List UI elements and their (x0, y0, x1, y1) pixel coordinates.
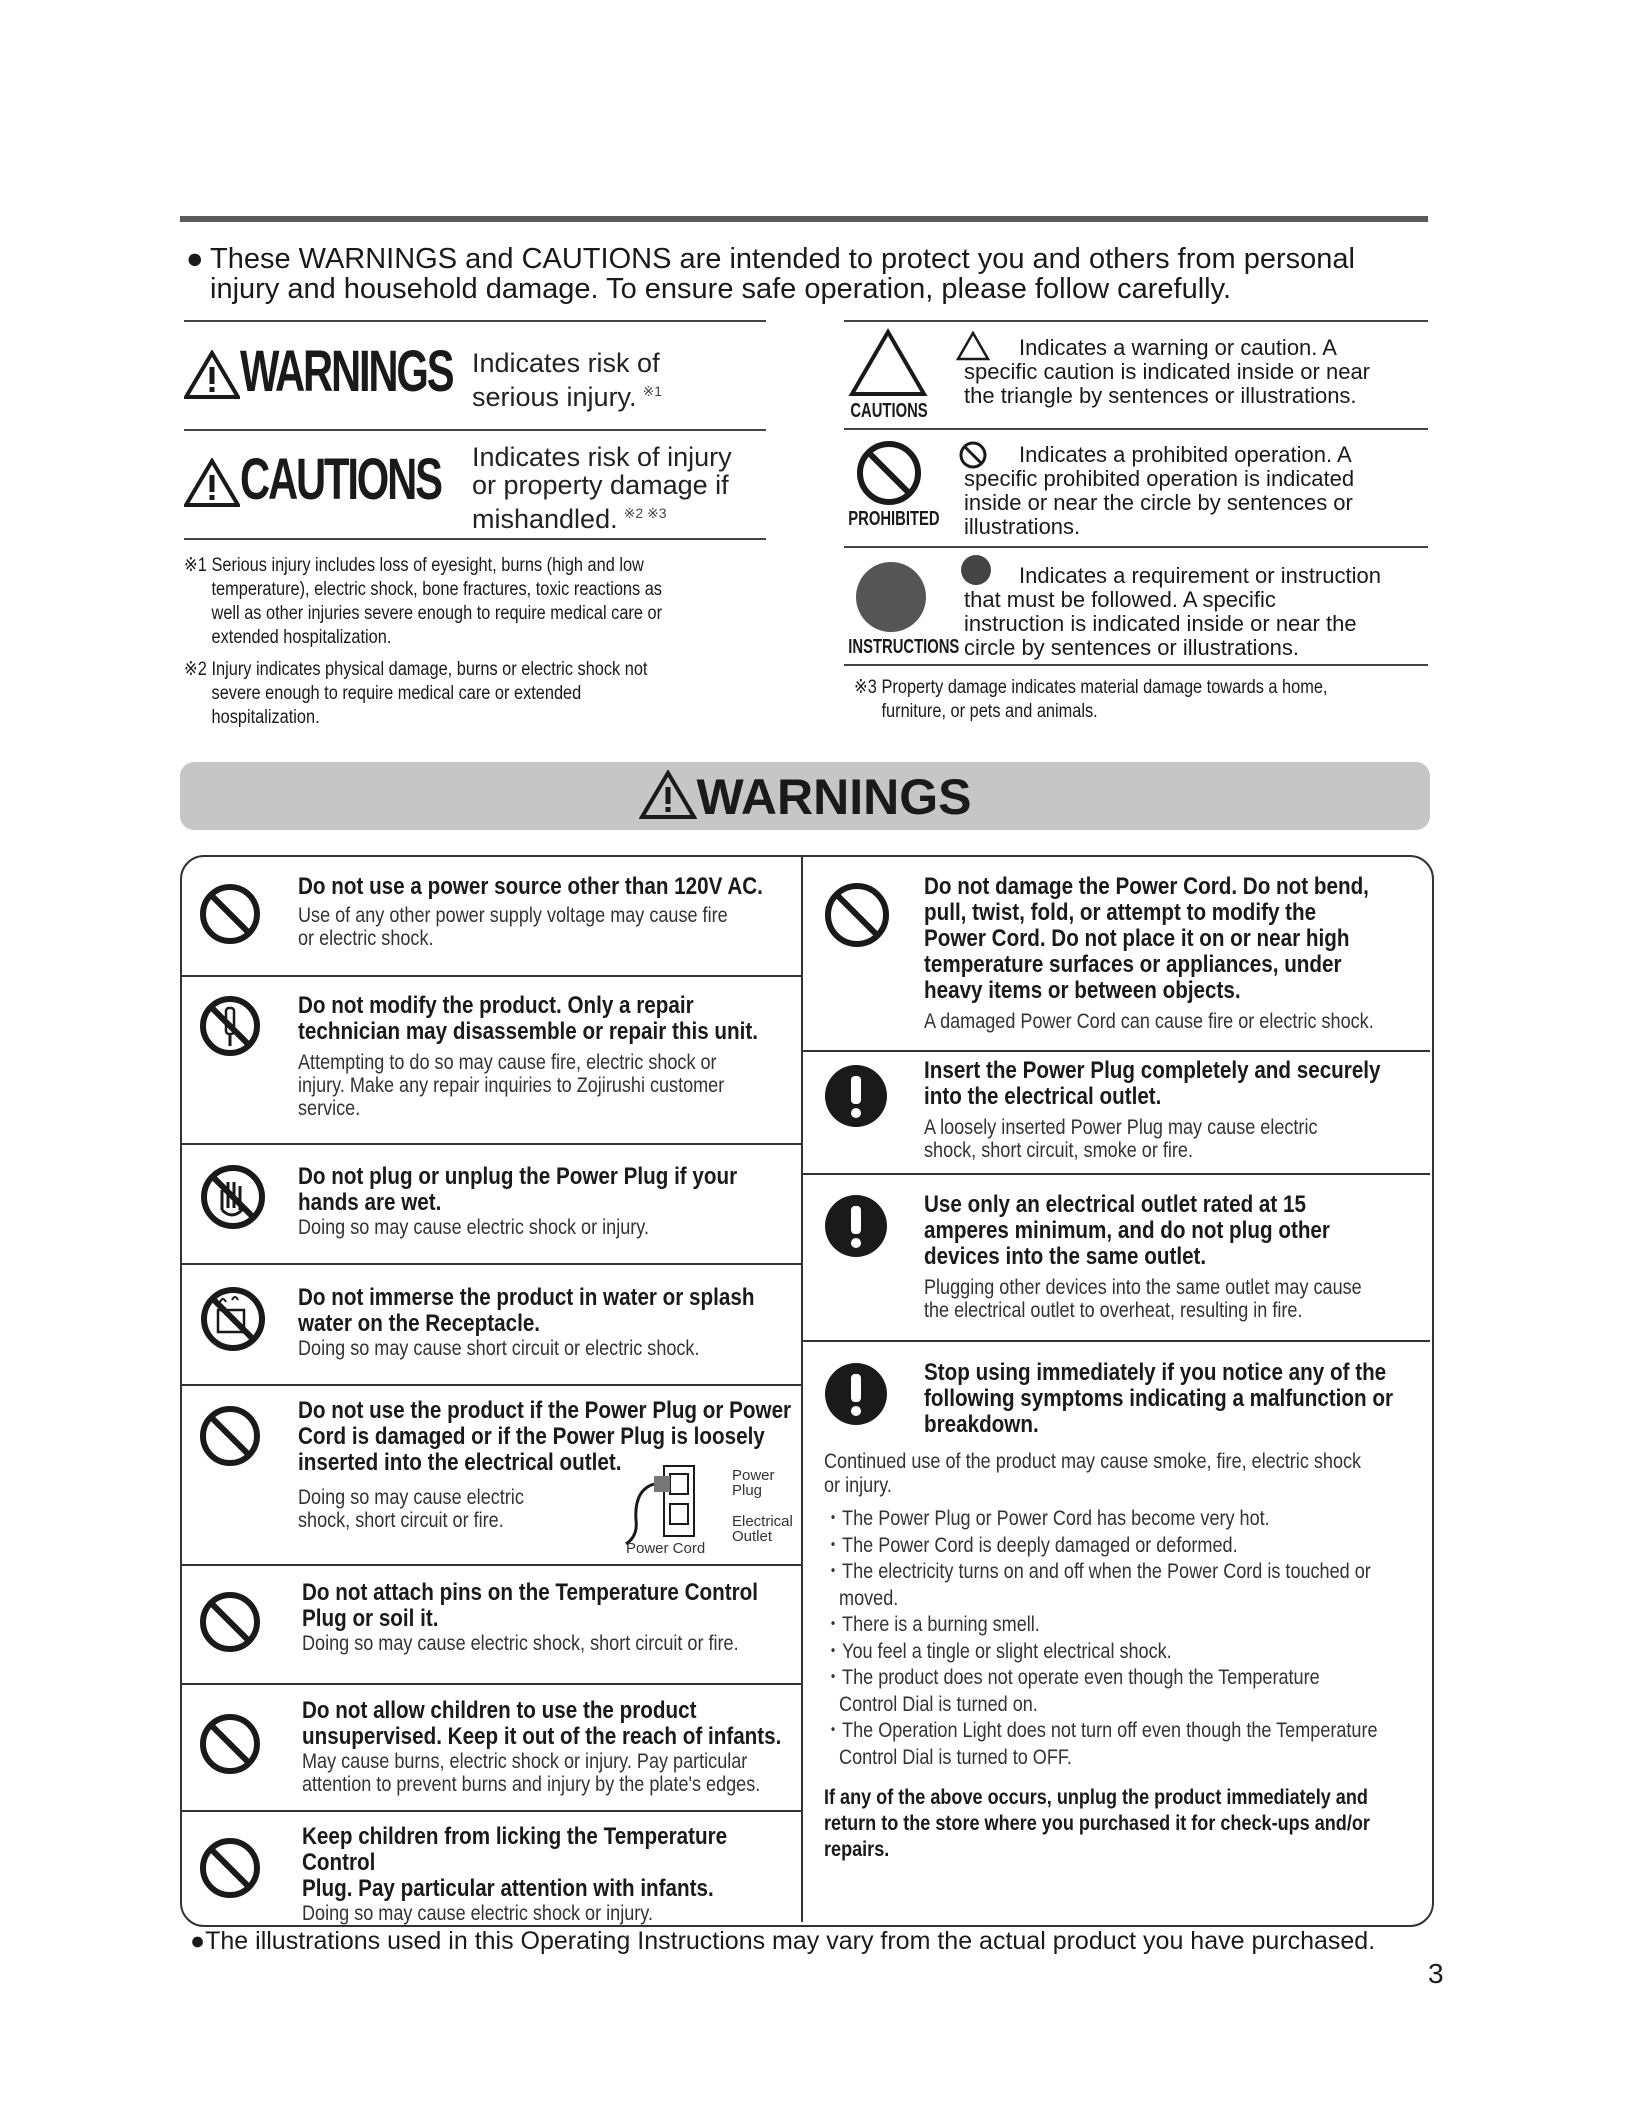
note-3: ※3 Property damage indicates material damage towards a home, furniture, or pets and animals. (854, 677, 1328, 722)
cautions-icon-description: Indicates a warning or caution. A specific caution is indicated inside or near the triangle by sentences or illustrations. (964, 335, 1371, 408)
caution-triangle-icon (184, 458, 240, 508)
warning-item: Do not plug or unplug the Power Plug if your hands are wet. Doing so may cause electric shock or injury. (298, 1163, 738, 1239)
warning-item: Do not modify the product. Only a repair technician may disassemble or repair this unit. Attempting to do so may cause fire, electric shock or injury. Make any repair inquiries to Zojirushi customer service. (298, 992, 758, 1120)
prohibited-icon (198, 1590, 262, 1654)
warnings-signal-word: WARNINGS (240, 339, 453, 404)
plug-outlet-illustration (624, 1460, 704, 1548)
row-divider (180, 1384, 802, 1386)
symptom-item: Control Dial is turned on. (824, 1692, 1038, 1716)
row-divider (180, 975, 802, 977)
row-divider (180, 1683, 802, 1685)
warnings-description: Indicates risk of serious injury. $^{※1}$ (472, 348, 663, 412)
row-divider (801, 1340, 1430, 1342)
icon-legend-rule (844, 320, 1428, 322)
warnings-banner-title: WARNINGS (180, 762, 1430, 830)
prohibited-icon (198, 1404, 262, 1468)
row-divider (801, 1050, 1430, 1052)
warning-item: Do not use the product if the Power Plug or Power Cord is damaged or if the Power Plug is loosely inserted into the electrical outlet. Doing so may cause electric shock, short circuit or fire. (298, 1397, 792, 1532)
warning-item: Keep children from licking the Temperature Control Plug. Pay particular attention with infants. Doing so may cause electric shock or injury. (302, 1823, 728, 1925)
mandatory-action-icon (824, 1194, 888, 1258)
note-1: ※1 Serious injury includes loss of eyesight, burns (high and low temperature), electric shock, bone fractures, toxic reactions as well as other injuries severe enough to require medical care or extended hospitalization. (184, 555, 663, 648)
warning-item: Stop using immediately if you notice any of the following symptoms indicating a malfunction or breakdown. (924, 1359, 1394, 1438)
mandatory-action-icon (824, 1064, 888, 1128)
power-plug-label: Power Plug (732, 1467, 775, 1499)
warning-triangle-icon (184, 350, 240, 400)
legend-rule (184, 320, 766, 322)
cautions-icon-label: CAUTIONS (850, 400, 928, 422)
intro-text: ● These WARNINGS and CAUTIONS are intended to protect you and others from personal injury and household damage. To ensure safe operation, please follow carefully. (186, 244, 1436, 304)
row-divider (180, 1143, 802, 1145)
instruction-icon (854, 560, 928, 634)
row-divider (180, 1263, 802, 1265)
symptom-item: ・The Power Plug or Power Cord has become very hot. (824, 1507, 1270, 1530)
symptom-item: ・The electricity turns on and off when the Power Cord is touched or (824, 1560, 1371, 1583)
instructions-icon-label: INSTRUCTIONS (848, 636, 960, 658)
icon-legend-rule (844, 546, 1428, 548)
prohibited-icon (198, 1836, 262, 1900)
legend-rule (184, 538, 766, 540)
symptom-item: ・There is a burning smell. (824, 1613, 1040, 1636)
prohibited-icon (198, 1712, 262, 1776)
intro-line-2: injury and household damage. To ensure safe operation, please follow carefully. (210, 273, 1232, 305)
symptom-item: ・The Power Cord is deeply damaged or deformed. (824, 1533, 1238, 1557)
power-cord-label: Power Cord (626, 1540, 706, 1557)
electrical-outlet-label: Electrical Outlet (732, 1513, 793, 1545)
malfunction-action: If any of the above occurs, unplug the product immediately and return to the store where you purchased it for check-ups and/or repairs. (824, 1786, 1370, 1861)
row-divider (801, 1173, 1430, 1175)
warning-item: Do not use a power source other than 120V AC. Use of any other power supply voltage may cause fire or electric shock. (298, 873, 763, 950)
no-water-immersion-icon (198, 1284, 268, 1354)
mandatory-action-icon (824, 1362, 888, 1426)
symptom-item: Control Dial is turned to OFF. (824, 1745, 1072, 1769)
instructions-icon-description: Indicates a requirement or instruction that must be followed. A specific instruction is indicated inside or near the circle by sentences or illustrations. (964, 563, 1381, 660)
footer-note: ●The illustrations used in this Operating Instructions may vary from the actual product you have purchased. (190, 1927, 1376, 1955)
note-2: ※2 Injury indicates physical damage, burns or electric shock not severe enough to require medical care or extended hospitalization. (184, 659, 648, 728)
legend-rule (184, 429, 766, 431)
symptom-item: ・The product does not operate even though the Temperature (824, 1666, 1320, 1689)
warning-item: Do not allow children to use the product unsupervised. Keep it out of the reach of infants. May cause burns, electric shock or injury. Pay particular attention to prevent burns and injury by the plate's edges. (302, 1697, 782, 1796)
icon-legend-rule (844, 664, 1428, 666)
warning-item: Do not damage the Power Cord. Do not bend, pull, twist, fold, or attempt to modify the Power Cord. Do not place it on or near high temperature surfaces or appliances, under heavy items or between objects. A damaged Power Cord can cause fire or electric shock. (924, 873, 1374, 1033)
prohibited-icon-description: Indicates a prohibited operation. A specific prohibited operation is indicated inside or near the circle by sentences or illustrations. (964, 442, 1355, 539)
warning-item: Do not attach pins on the Temperature Control Plug or soil it. Doing so may cause electric shock, short circuit or fire. (302, 1579, 759, 1655)
icon-legend-rule (844, 428, 1428, 430)
prohibited-icon-label: PROHIBITED (848, 508, 940, 530)
symptom-item: ・The Operation Light does not turn off even though the Temperature (824, 1719, 1378, 1742)
warning-triangle-icon (639, 770, 697, 820)
malfunction-details: Continued use of the product may cause smoke, fire, electric shock or injury. ・The Power Plug or Power Cord has become very hot. ・The Power Cord is deeply damaged or deformed. ・The electricity turns on and off when the Power Cord is touched or moved. ・There is a burning smell. ・You feel a tingle or slight electrical shock. ・The product does not operate even though the Temperature Control Dial is turned on. ・The Operation Light does not turn off even though the Temperature Control Dial is turned to OFF. If any of the above occurs, unplug the product immediately and return to the store where you purchased it for check-ups and/or repairs. (824, 1450, 1544, 1863)
cautions-description: Indicates risk of injury or property damage if mishandled. $^{※2 ※3}$ (472, 442, 732, 534)
symptom-item: ・You feel a tingle or slight electrical shock. (824, 1639, 1172, 1663)
top-rule (180, 216, 1428, 222)
warning-item: Use only an electrical outlet rated at 15 amperes minimum, and do not plug other devices into the same outlet. Plugging other devices into the same outlet may cause the electrical outlet to overheat, resulting in fire. (924, 1191, 1362, 1322)
warning-item: Insert the Power Plug completely and securely into the electrical outlet. A loosely inserted Power Plug may cause electric shock, short circuit, smoke or fire. (924, 1057, 1381, 1162)
row-divider (180, 1564, 802, 1566)
warning-item: Do not immerse the product in water or splash water on the Receptacle. Doing so may cause short circuit or electric shock. (298, 1284, 755, 1360)
wet-hands-prohibited-icon (198, 1162, 268, 1232)
page-number: 3 (1428, 1958, 1444, 1989)
symptom-item: moved. (824, 1586, 899, 1610)
cautions-signal-word: CAUTIONS (240, 447, 441, 512)
prohibited-icon (822, 880, 892, 950)
prohibited-icon (198, 882, 262, 946)
prohibited-icon (854, 438, 924, 508)
row-divider (180, 1810, 802, 1812)
intro-line-1: These WARNINGS and CAUTIONS are intended to protect you and others from personal (210, 243, 1355, 275)
do-not-disassemble-icon (198, 994, 262, 1058)
caution-triangle-icon (848, 328, 928, 398)
